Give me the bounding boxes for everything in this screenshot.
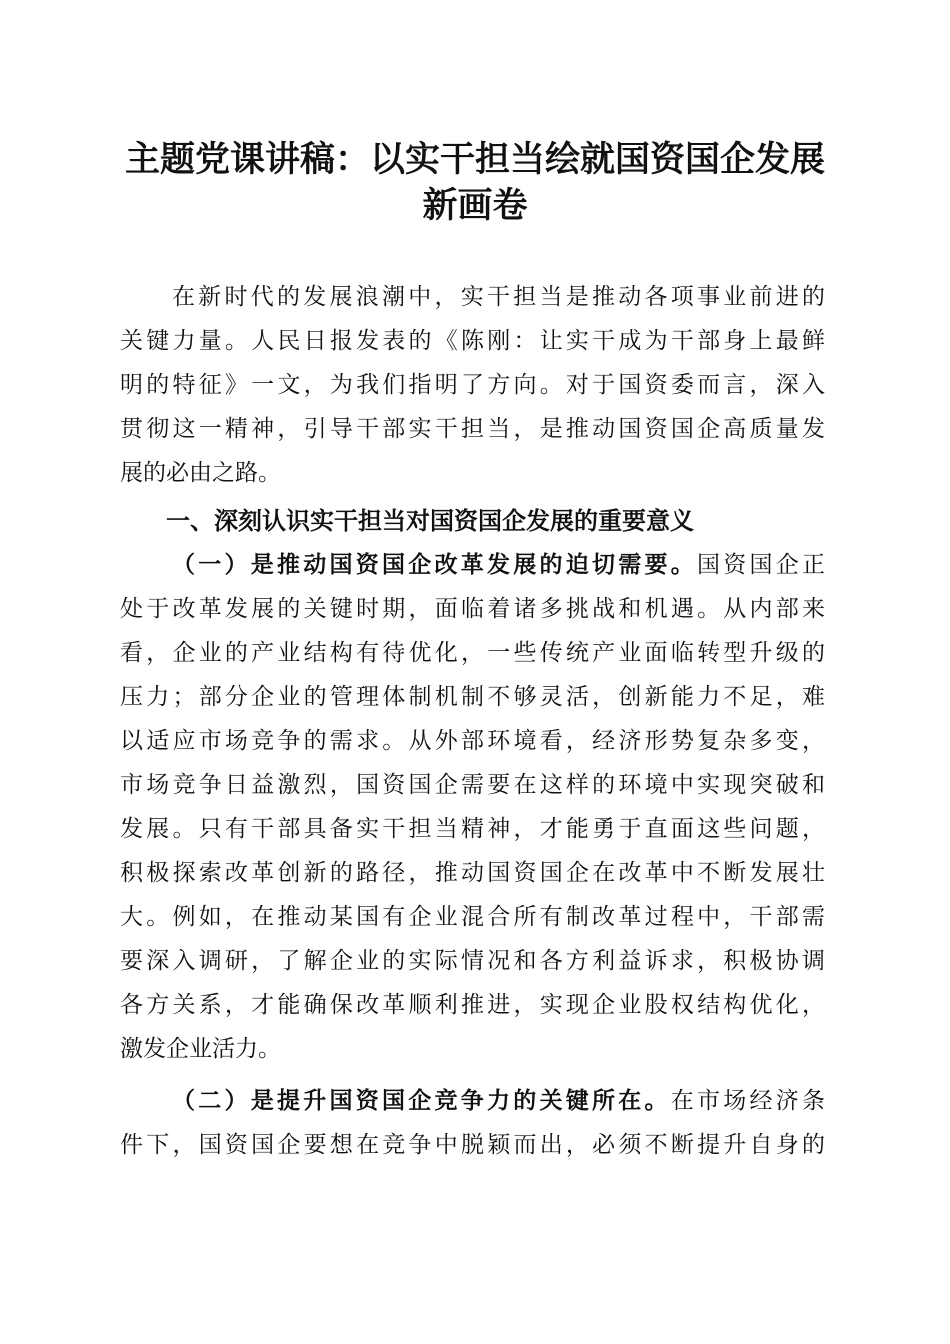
paragraph-line: 件下，国资国企要想在竞争中脱颖而出，必须不断提升自身的 bbox=[120, 1132, 825, 1158]
paragraph-line: 压力；部分企业的管理体制机制不够灵活，创新能力不足，难 bbox=[120, 684, 825, 710]
subsection-heading: （一）是推动国资国企改革发展的迫切需要。 bbox=[172, 551, 697, 578]
title-line-1: 主题党课讲稿：以实干担当绘就国资国企发展 bbox=[124, 139, 825, 180]
paragraph-line: 展的必由之路。 bbox=[120, 460, 281, 486]
paragraph-line: 贯彻这一精神，引导干部实干担当，是推动国资国企高质量发 bbox=[120, 416, 825, 442]
paragraph-line: 要深入调研，了解企业的实际情况和各方利益诉求，积极协调 bbox=[120, 948, 825, 974]
paragraph-line: 关键力量。人民日报发表的《陈刚：让实干成为干部身上最鲜 bbox=[120, 328, 825, 354]
subsection-heading: （二）是提升国资国企竞争力的关键所在。 bbox=[172, 1087, 671, 1114]
paragraph-line: 发展。只有干部具备实干担当精神，才能勇于直面这些问题， bbox=[120, 816, 825, 842]
paragraph-line: 市场竞争日益激烈，国资国企需要在这样的环境中实现突破和 bbox=[120, 772, 825, 798]
paragraph-line: 处于改革发展的关键时期，面临着诸多挑战和机遇。从内部来 bbox=[120, 596, 825, 622]
paragraph-line: 看，企业的产业结构有待优化，一些传统产业面临转型升级的 bbox=[120, 640, 825, 666]
paragraph-line bbox=[120, 543, 825, 587]
paragraph-line bbox=[120, 1079, 825, 1123]
paragraph-text: 国资国企正 bbox=[697, 552, 825, 578]
section-heading: 一、深刻认识实干担当对国资国企发展的重要意义 bbox=[166, 506, 694, 535]
title-line-2: 新画卷 bbox=[422, 185, 528, 226]
paragraph-line: 各方关系，才能确保改革顺利推进，实现企业股权结构优化， bbox=[120, 992, 825, 1018]
paragraph-text: 在市场经济条 bbox=[670, 1088, 825, 1114]
paragraph-line: 积极探索改革创新的路径，推动国资国企在改革中不断发展壮 bbox=[120, 860, 825, 886]
paragraph-line: 大。例如，在推动某国有企业混合所有制改革过程中，干部需 bbox=[120, 904, 825, 930]
paragraph-line: 明的特征》一文，为我们指明了方向。对于国资委而言，深入 bbox=[120, 372, 825, 398]
paragraph-line: 以适应市场竞争的需求。从外部环境看，经济形势复杂多变， bbox=[120, 728, 825, 754]
paragraph-line: 在新时代的发展浪潮中，实干担当是推动各项事业前进的 bbox=[172, 284, 825, 310]
paragraph-line: 激发企业活力。 bbox=[120, 1036, 281, 1062]
